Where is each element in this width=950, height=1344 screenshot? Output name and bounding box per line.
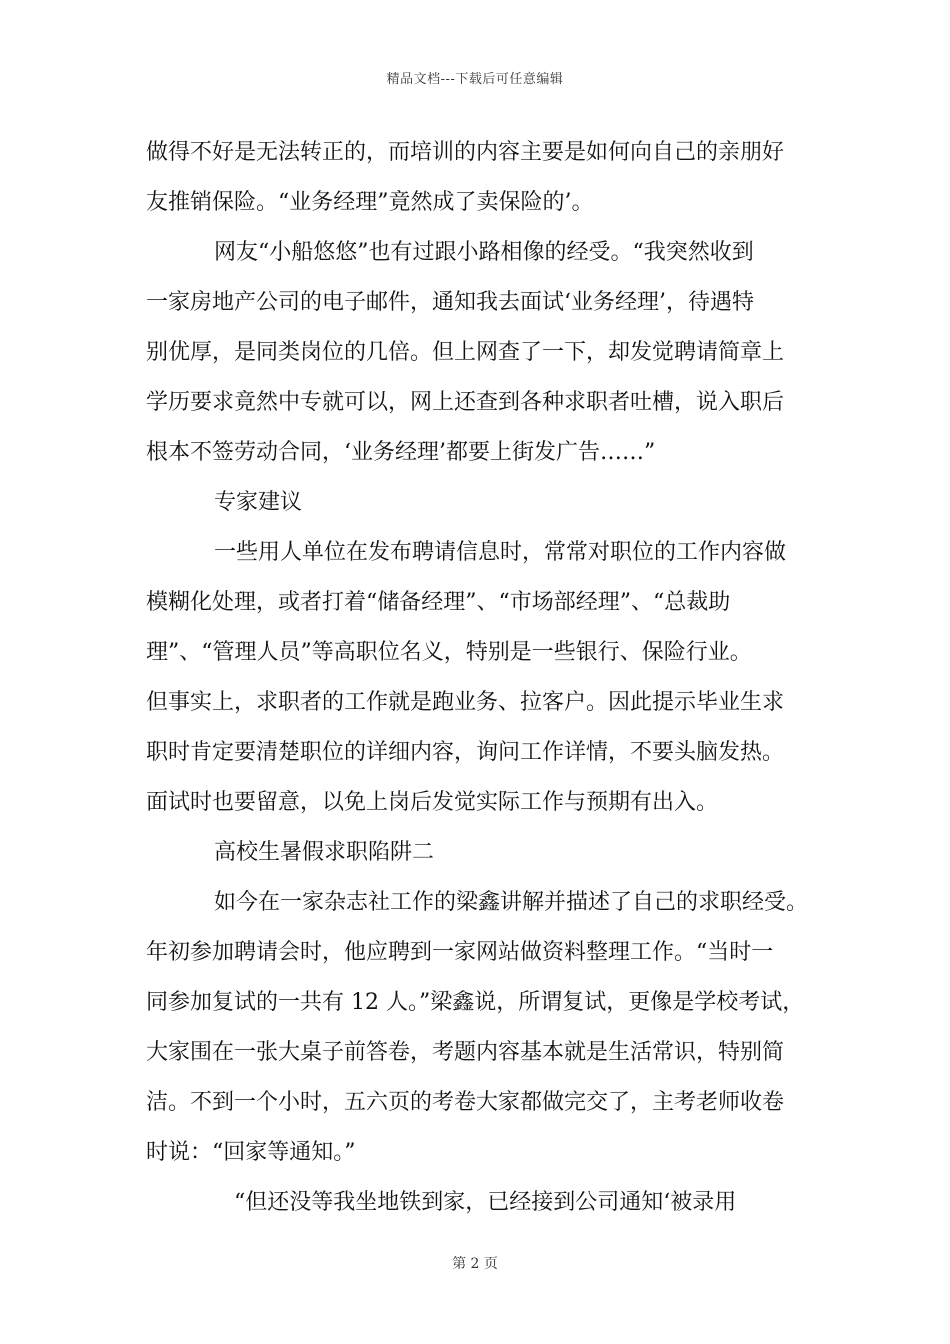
text-line: 年初参加聘请会时，他应聘到一家网站做资料整理工作。“当时一 [146,940,774,965]
paragraph-start: 如今在一家杂志社工作的梁鑫讲解并描述了自己的求职经受。 [214,890,809,915]
paragraph-start: 一些用人单位在发布聘请信息时，常常对职位的工作内容做 [214,540,787,565]
text-line: 大家围在一张大桌子前答卷，考题内容基本就是生活常识，特别简 [146,1040,785,1065]
document-body [146,128,826,1228]
page-number: 第 2 页 [452,1256,498,1272]
text-line: 时说：“回家等通知。” [146,1140,356,1165]
text-line: 职时肯定要清楚职位的详细内容，询问工作详情，不要头脑发热。 [146,740,785,765]
text-line: 模糊化处理，或者打着“储备经理”、“市场部经理”、“总裁助 [146,590,731,615]
text-line: 别优厚，是同类岗位的几倍。但上网查了一下，却发觉聘请简章上 [146,340,785,365]
text-line: 友推销保险。“业务经理”竟然成了卖保险的’。 [146,190,594,215]
text-line: 但事实上，求职者的工作就是跑业务、拉客户。因此提示毕业生求 [146,690,785,715]
text-line: 洁。不到一个小时，五六页的考卷大家都做完交了，主考老师收卷 [146,1090,785,1115]
page-header: 精品文档---下载后可任意编辑 [386,72,564,87]
text-line: 一家房地产公司的电子邮件，通知我去面试‘业务经理’，待遇特 [146,290,754,315]
text-line: 学历要求竟然中专就可以，网上还查到各种求职者吐槽，说入职后 [146,390,785,415]
text-line: 面试时也要留意，以免上岗后发觉实际工作与预期有出入。 [146,790,719,815]
text-line: 理”、“管理人员”等高职位名义，特别是一些银行、保险行业。 [146,640,752,665]
section-heading: 高校生暑假求职陷阱二 [214,840,435,865]
paragraph-start: “但还没等我坐地铁到家，已经接到公司通知‘被录用 [234,1190,737,1215]
text-line: 根本不签劳动合同，‘业务经理’都要上街发广告……” [146,440,656,465]
section-heading: 专家建议 [214,490,303,515]
paragraph-start: 网友“小船悠悠”也有过跟小路相像的经受。“我突然收到 [214,240,754,265]
text-line: 同参加复试的一共有 12 人。”梁鑫说，所谓复试，更像是学校考试， [146,990,805,1015]
text-line: 做得不好是无法转正的，而培训的内容主要是如何向自己的亲朋好 [146,140,785,165]
